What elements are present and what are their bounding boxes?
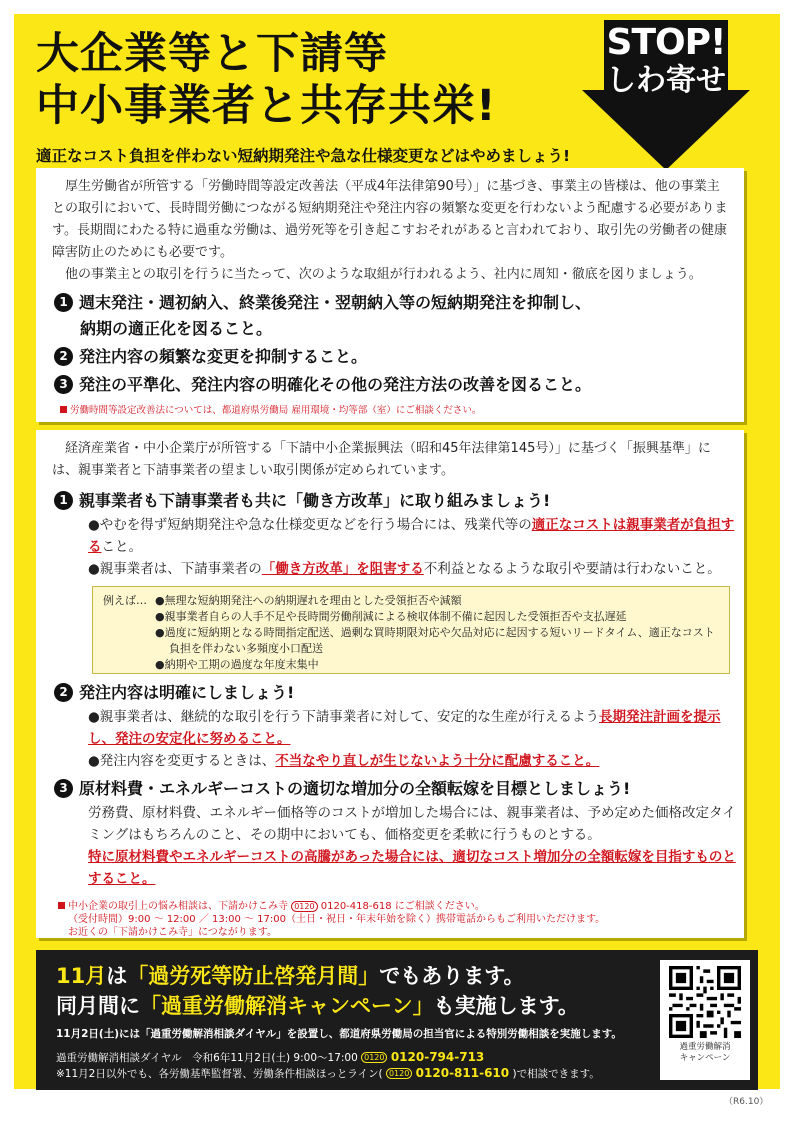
campaign-text: は	[106, 964, 128, 988]
emphasis-text: 不当なやり直しが生じないよう十分に配慮すること。	[275, 753, 600, 769]
section1-item-2	[54, 344, 734, 370]
item-text: 週末発注・週初納入、終業後発注・翌朝納入等の短納期発注を抑制し、	[79, 293, 592, 312]
labor-ministry-box	[36, 168, 744, 422]
bullet-text: 不利益となるような取引や要請は行わないこと。	[423, 561, 721, 577]
section1-item-1	[54, 290, 734, 342]
campaign-text: ※11月2日以外でも、各労働基準監督署、労働条件相談ほっとライン(	[56, 1068, 383, 1080]
number-badge: 3	[54, 779, 73, 798]
stop-arrow-badge	[582, 20, 750, 170]
campaign-text: 過重労働解消相談ダイヤル 令和6年11月2日(土) 9:00～17:00	[56, 1052, 358, 1064]
campaign-text: 同月間に	[56, 994, 140, 1018]
note-text: （受付時間）9:00 ～ 12:00 ／ 13:00 ～ 17:00（土日・祝日・年末年始を除く）携帯電話からもご利用いただけます。	[68, 914, 606, 925]
shiwayose-label: しわ寄せ	[606, 63, 726, 98]
campaign-line3: 11月2日(土)には「過重労働解消相談ダイヤル」を設置し、都道府県労働局の担当官による特別労働相談を実施します。	[56, 1028, 622, 1040]
section1-note	[60, 402, 481, 416]
emphasis-text: 「働き方改革」を阻害する	[261, 561, 424, 577]
number-badge: 2	[54, 683, 73, 702]
qr-code-card[interactable]	[660, 960, 750, 1080]
number-badge: 2	[54, 347, 73, 366]
campaign-text: )で相談できます。	[512, 1068, 600, 1080]
bullet-text: こと。	[101, 539, 142, 555]
headline-line2: 中小事業者と共存共栄!	[36, 81, 497, 131]
qr-caption-2: キャンペーン	[679, 1053, 731, 1063]
emphasis-text: 特に原材料費やエネルギーコストの高騰があった場合には、適切なコスト増加分の全額転嫁を目指すものとすること。	[88, 849, 736, 887]
version-label: （R6.10）	[724, 1097, 769, 1107]
note-text: 0120-418-618 にご相談ください。	[320, 901, 485, 912]
body-text: 労務費、原材料費、エネルギー価格等のコストが増加した場合には、親事業者は、予め定めた価格改定タイミングはもちろんのこと、その期中においても、価格変更を柔軟に行うものとする。	[88, 805, 736, 843]
campaign-box	[36, 950, 758, 1090]
emphasis-text: 長期発注計画を提示し、発注の安定化に努めること。	[88, 709, 721, 747]
red-square-icon	[60, 406, 67, 413]
note-text: 中小企業の取引上の悩み相談は、下請かけこみ寺	[68, 901, 288, 912]
item-text: 親事業者も下請事業者も共に「働き方改革」に取り組みましょう!	[79, 491, 551, 510]
red-square-icon	[58, 902, 65, 909]
campaign-line1	[56, 960, 525, 990]
free-dial-icon: 0120	[361, 1052, 387, 1063]
list-item: ●過度に短納期となる時間指定配送、過剰な買時期限対応や欠品対応に起因する短いリードタイム、適正なコスト負担を伴わない多頻度小口配送	[155, 626, 715, 655]
section2-item-2-title	[54, 680, 734, 706]
item-text: 発注内容の頻繁な変更を抑制すること。	[79, 347, 368, 366]
section2-item-1-bullet-2	[88, 558, 736, 580]
section2-item-3-title	[54, 776, 734, 802]
examples-label: 例えば…	[103, 594, 147, 607]
emphasis-text: 適正なコストは親事業者が負担する	[88, 517, 735, 555]
qr-code-icon	[669, 966, 741, 1038]
bullet-text: ●やむを得ず短納期発注や急な仕様変更などを行う場合には、残業代等の	[88, 517, 532, 533]
campaign-text: 11月	[56, 964, 107, 988]
section2-item-2-bullet-2	[88, 750, 736, 772]
section2-item-3-body	[88, 802, 738, 890]
campaign-text: 「過重労働解消キャンペーン」	[140, 994, 434, 1018]
campaign-text: でもあります。	[379, 964, 525, 988]
qr-caption-1: 過重労働解消	[679, 1042, 731, 1052]
campaign-text: も実施します。	[433, 994, 579, 1018]
examples-list	[155, 593, 725, 673]
section2-item-1-title	[54, 488, 734, 514]
list-item: ●納期や工期の過度な年度末集中	[155, 658, 319, 671]
meti-box	[36, 430, 744, 938]
section2-item-1-bullet-1	[88, 514, 736, 558]
campaign-hotline	[56, 1066, 600, 1081]
examples-box	[92, 586, 730, 674]
item-text: 原材料費・エネルギーコストの適切な増加分の全額転嫁を目標としましょう!	[79, 779, 631, 798]
kakekomi-note	[58, 900, 605, 939]
headline-line1: 大企業等と下請等	[36, 29, 388, 79]
item-text: 発注の平準化、発注内容の明確化その他の発注方法の改善を図ること。	[79, 375, 592, 394]
section1-paragraph: 厚生労働省が所管する「労働時間等設定改善法（平成4年法律第90号）」に基づき、事業主の皆様は、他の事業主との取引において、長時間労働につながる短納期発注や発注内容の頻繁な変更を行わないよう配慮する必要があります。長期間にわたる特に過重な労働は、過労死等を引き起こすおそれがあると言われており、取引先の労働者の健康障害防止のためにも必要です。	[52, 179, 728, 260]
section1-item-3	[54, 372, 734, 398]
bullet-text: ●発注内容を変更するときは、	[88, 753, 276, 769]
number-badge: 1	[54, 293, 73, 312]
campaign-dial	[56, 1050, 484, 1065]
number-badge: 1	[54, 491, 73, 510]
phone-number: 0120-811-610	[415, 1066, 510, 1080]
number-badge: 3	[54, 375, 73, 394]
phone-number: 0120-794-713	[390, 1050, 485, 1064]
list-item: ●親事業者自らの人手不足や長時間労働削減による検収体制不備に起因した受領拒否や支払遅延	[155, 610, 627, 623]
section2-item-2-bullet-1	[88, 706, 736, 750]
item-text: 納期の適正化を図ること。	[80, 319, 273, 338]
bullet-text: ●親事業者は、下請事業者の	[88, 561, 262, 577]
note-text: 労働時間等設定改善法については、都道府県労働局 雇用環境・均等部（室）にご相談ください。	[70, 405, 482, 416]
section1-paragraph-2: 他の事業主との取引を行うに当たって、次のような取組が行われるよう、社内に周知・徹底を図りましょう。	[65, 267, 702, 282]
free-dial-icon: 0120	[291, 901, 317, 912]
free-dial-icon: 0120	[386, 1068, 412, 1079]
subheadline: 適正なコスト負担を伴わない短納期発注や急な仕様変更などはやめましょう!	[36, 147, 571, 165]
campaign-line2	[56, 990, 579, 1020]
note-text: お近くの「下請かけこみ寺」につながります。	[68, 927, 277, 938]
item-text: 発注内容は明確にしましょう!	[79, 683, 295, 702]
stop-label: STOP!	[606, 22, 726, 63]
list-item: ●無理な短納期発注への納期遅れを理由とした受領拒否や減額	[155, 594, 462, 607]
bullet-text: ●親事業者は、継続的な取引を行う下請事業者に対して、安定的な生産が行えるよう	[88, 709, 600, 725]
section2-intro: 経済産業省・中小企業庁が所管する「下請中小企業振興法（昭和45年法律第145号）」に基づく「振興基準」には、親事業者と下請事業者の望ましい取引関係が定められています。	[52, 441, 711, 478]
headline	[36, 28, 497, 132]
campaign-text: 「過労死等防止啓発月間」	[127, 964, 380, 988]
